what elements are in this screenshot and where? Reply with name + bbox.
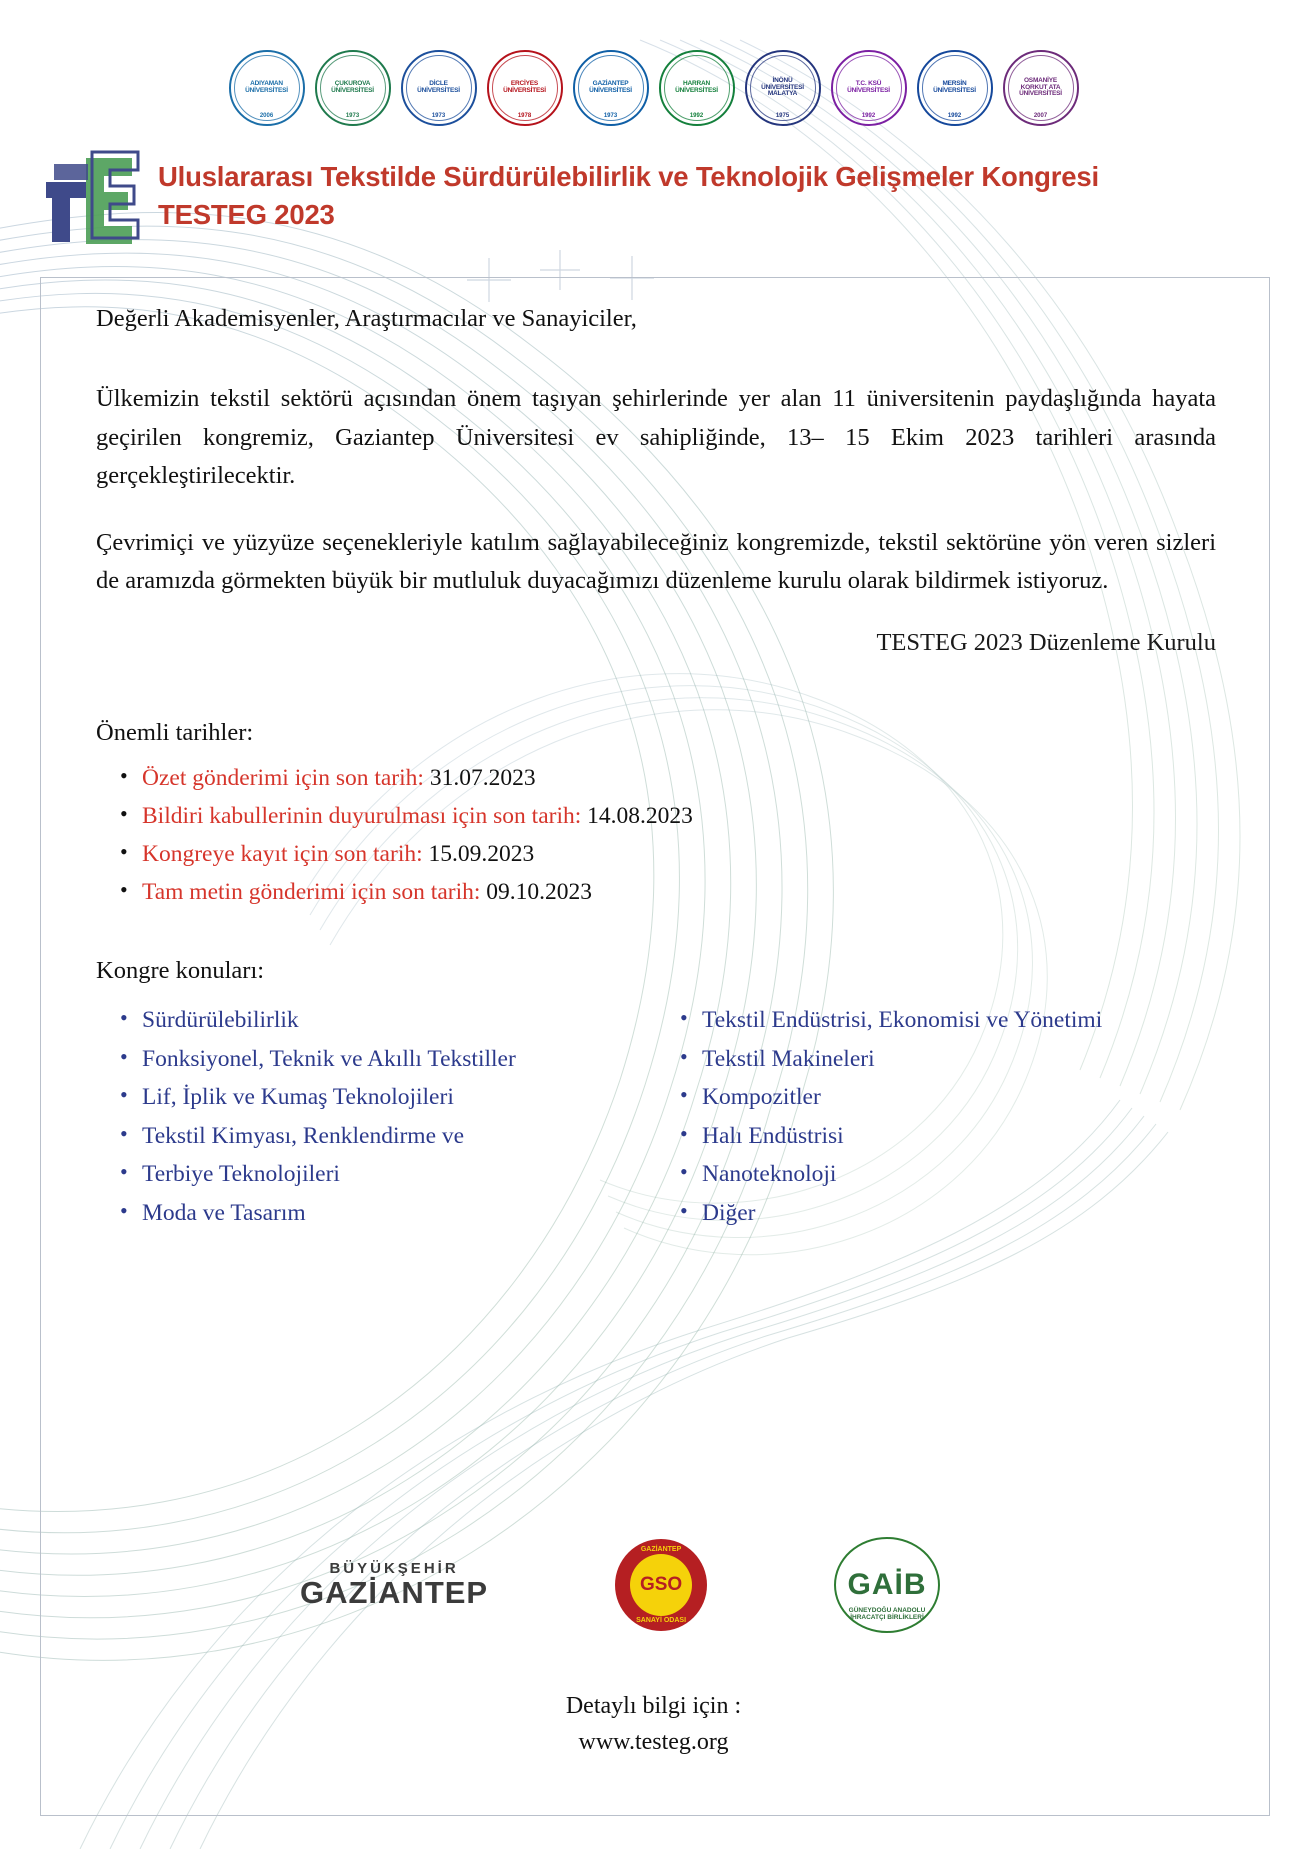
important-date-label: Özet gönderimi için son tarih: — [142, 764, 424, 791]
gaziantep-universitesi-logo — [570, 47, 652, 129]
gso-logo — [615, 1539, 707, 1631]
logo-label: GAZİANTEP ÜNİVERSİTESİ — [589, 80, 632, 94]
important-date-value: 15.09.2023 — [422, 840, 535, 867]
logo-year: 2006 — [259, 112, 274, 119]
topics-heading: Kongre konuları: — [96, 956, 265, 984]
intro-paragraph-1: Ülkemizin tekstil sektörü açısından önem taşıyan şehirlerinde yer alan 11 üniversitenin paydaşlığında hayata geçirilen kongremiz, Gaziantep Üniversitesi ev sahipliğinde, 13– 15 Ekim 2023 tarihleri arasında gerçekleştirilecektir. — [96, 385, 1216, 490]
topic-item: • Fonksiyonel, Teknik ve Akıllı Tekstiller — [142, 1040, 656, 1079]
important-date-value: 14.08.2023 — [581, 802, 693, 829]
footer-website-link[interactable]: www.testeg.org — [578, 1729, 729, 1755]
important-date-label: Bildiri kabullerinin duyurulması için son tarih: — [142, 802, 582, 829]
gaziantep-buyuksehir-large-text: GAZİANTEP — [300, 1574, 489, 1610]
adiyaman-universitesi-logo — [226, 47, 308, 129]
topic-item: • Tekstil Makineleri — [702, 1040, 1216, 1079]
topic-item: • Moda ve Tasarım — [142, 1194, 656, 1233]
topic-item: • Lif, İplik ve Kumaş Teknolojileri — [142, 1078, 656, 1117]
topic-item: • Kompozitler — [702, 1078, 1216, 1117]
main-content — [96, 300, 1216, 1232]
topics-left-column — [96, 1001, 656, 1232]
mersin-universitesi-logo — [914, 47, 996, 129]
gaziantep-buyuksehir-small-text: BÜYÜKŞEHİR — [329, 1559, 459, 1577]
important-date-value: 09.10.2023 — [480, 878, 593, 905]
testeg-logo-icon — [40, 148, 146, 248]
logo-label: ÇUKUROVA ÜNİVERSİTESİ — [331, 80, 374, 94]
greeting-text: Değerli Akademisyenler, Araştırmacılar ve Sanayiciler, — [96, 305, 637, 332]
kahramanmaras-sutcu-imam-universitesi-logo — [828, 47, 910, 129]
logo-year: 1973 — [431, 112, 446, 119]
sponsor-logos — [300, 1530, 940, 1640]
topics-columns — [96, 1001, 1216, 1232]
important-date-item — [142, 759, 1216, 797]
gaib-logo — [834, 1537, 940, 1633]
gso-bottom-text: SANAYİ ODASI — [636, 1617, 687, 1624]
topic-item: • Halı Endüstrisi — [702, 1117, 1216, 1156]
logo-year: 1973 — [345, 112, 360, 119]
logo-label: HARRAN ÜNİVERSİTESİ — [675, 80, 718, 94]
logo-year: 1975 — [775, 112, 790, 119]
logo-label: ADIYAMAN ÜNİVERSİTESİ — [245, 80, 288, 94]
gso-center-text: GSO — [630, 1554, 692, 1616]
osmaniye-korkut-ata-universitesi-logo — [1000, 47, 1082, 129]
logo-year: 1992 — [861, 112, 876, 119]
signoff-text: TESTEG 2023 Düzenleme Kurulu — [876, 628, 1216, 656]
important-date-label: Tam metin gönderimi için son tarih: — [142, 878, 481, 905]
logo-label: İNÖNÜ ÜNİVERSİTESİ MALATYA — [761, 76, 804, 98]
logo-year: 1973 — [603, 112, 618, 119]
logo-label: ERCİYES ÜNİVERSİTESİ — [503, 80, 546, 94]
logo-year: 2007 — [1033, 112, 1048, 119]
gaib-word: GAİB — [847, 1568, 927, 1601]
important-dates-list — [96, 759, 1216, 911]
inonu-universitesi-logo — [742, 47, 824, 129]
title-block — [158, 146, 1099, 234]
important-date-item — [142, 797, 1216, 835]
logo-label: T.C. KSÜ ÜNİVERSİTESİ — [847, 80, 890, 94]
important-date-label: Kongreye kayıt için son tarih: — [142, 840, 423, 867]
footer — [0, 1688, 1307, 1760]
dicle-universitesi-logo — [398, 47, 480, 129]
document-header — [40, 146, 1270, 256]
important-date-item — [142, 835, 1216, 873]
university-logos-strip — [0, 38, 1307, 138]
title-line-2: TESTEG 2023 — [158, 198, 335, 230]
title-line-1: Uluslararası Tekstilde Sürdürülebilirlik ve Teknolojik Gelişmeler Kongresi — [158, 161, 1099, 192]
important-dates-heading: Önemli tarihler: — [96, 718, 254, 746]
logo-label: DİCLE ÜNİVERSİTESİ — [417, 80, 460, 94]
harran-universitesi-logo — [656, 47, 738, 129]
important-date-item — [142, 873, 1216, 911]
gaziantep-buyuksehir-logo — [300, 1560, 488, 1611]
logo-label: MERSİN ÜNİVERSİTESİ — [933, 80, 976, 94]
topic-item: • Nanoteknoloji — [702, 1155, 1216, 1194]
intro-paragraph-2: Çevrimiçi ve yüzyüze seçenekleriyle katılım sağlayabileceğiniz kongremizde, tekstil sektörüne yön veren sizleri de aramızda görmekten büyük bir mutluluk duyacağımızı düzenleme kurulu olarak bildirmek istiyoruz. — [96, 528, 1216, 595]
footer-info-label: Detaylı bilgi için : — [565, 1693, 742, 1719]
topic-item: • Tekstil Kimyası, Renklendirme ve — [142, 1117, 656, 1156]
important-date-value: 31.07.2023 — [423, 764, 536, 791]
logo-label: OSMANİYE KORKUT ATA ÜNİVERSİTESİ — [1019, 76, 1062, 98]
logo-year: 1978 — [517, 112, 532, 119]
gaib-subtitle: GÜNEYDOĞU ANADOLU İHRACATÇI BİRLİKLERİ — [848, 1607, 926, 1621]
logo-year: 1992 — [689, 112, 704, 119]
topic-item: • Tekstil Endüstrisi, Ekonomisi ve Yönetimi — [702, 1001, 1216, 1040]
gso-top-text: GAZİANTEP — [640, 1546, 682, 1553]
topic-item: • Terbiye Teknolojileri — [142, 1155, 656, 1194]
logo-year: 1992 — [947, 112, 962, 119]
topics-right-column — [656, 1001, 1216, 1232]
erciyes-universitesi-logo — [484, 47, 566, 129]
cukurova-universitesi-logo — [312, 47, 394, 129]
topic-item: • Sürdürülebilirlik — [142, 1001, 656, 1040]
topic-item: • Diğer — [702, 1194, 1216, 1233]
